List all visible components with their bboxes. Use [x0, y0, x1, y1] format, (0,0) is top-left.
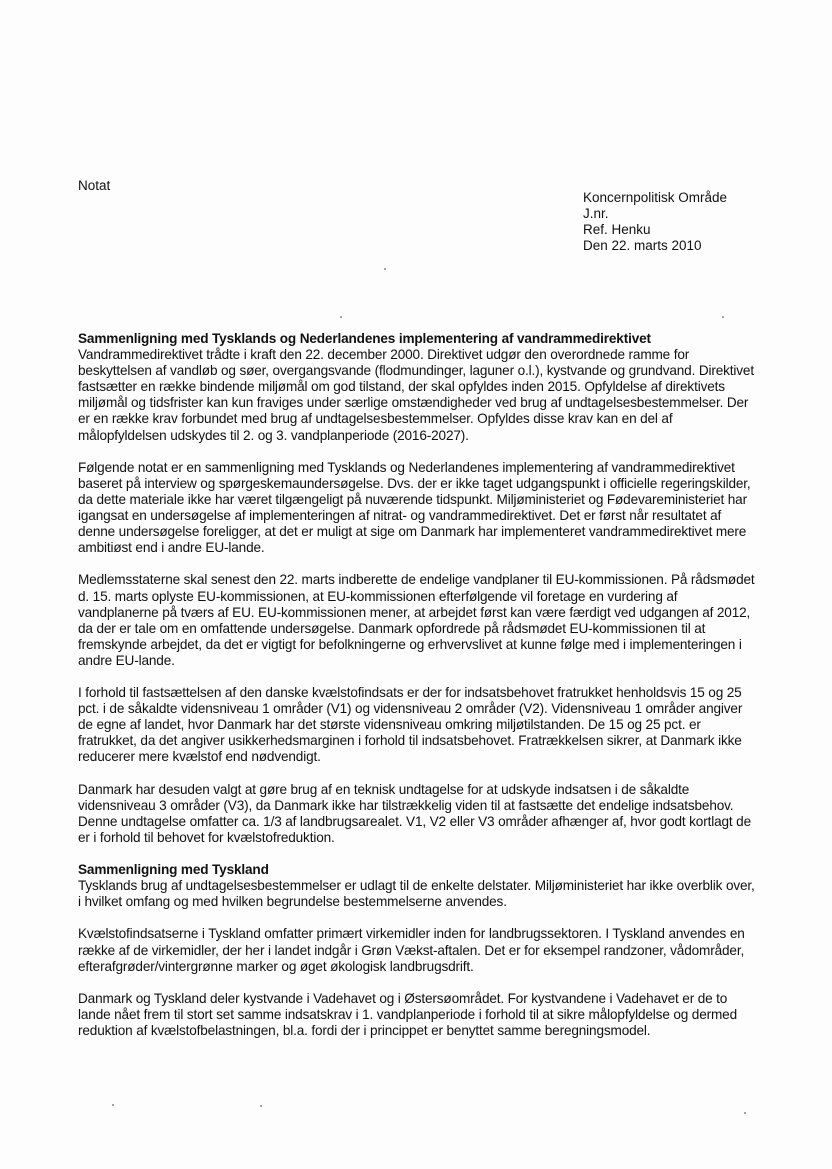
intro-paragraph: Vandrammedirektivet trådte i kraft den 22. december 2000. Direktivet udgør den overordnede ramme for beskyttelsen af vandløb og søer, overgangsvande (flodmundinger, laguner o.l.), kystvande og grundvand. Direktivet fastsætter en række bindende miljømål om god tilstand, der skal opfyldes inden 2015. Opfyldelse af direktivets miljømål og tidsfrister kan kun fraviges under særlige omstændigheder ved brug af undtagelsesbestemmelser. Der er en række krav forbundet med brug af undtagelsesbestemmelser. Opfyldes disse krav kan en del af målopfyldelsen udskydes til 2. og 3. vandplanperiode (2016-2027).	[78, 347, 754, 443]
body-paragraph: Danmark har desuden valgt at gøre brug af en teknisk undtagelse for at udskyde indsatsen i de såkaldte vidensniveau 3 områder (V3), da Danmark ikke har tilstrækkelig viden til at fastsætte det endelige indsatsbehov. Denne undtagelse omfatter ca. 1/3 af landbrugsarealet. V1, V2 eller V3 områder afhænger af, hvor godt kortlagt de er i forhold til behovet for kvælstofreduktion.	[78, 781, 751, 845]
body-paragraph: Følgende notat er en sammenligning med Tysklands og Nederlandenes implementering af vandrammedirektivet baseret på interview og spørgeskemaundersøgelse. Dvs. der er ikke taget udgangspunkt i officielle regeringskilder, da dette materiale ikke har været tilgængeligt på nuværende tidspunkt. Miljøministeriet og Fødevareministeriet har igangsat en undersøgelse af implementeringen af nitrat- og vandrammedirektivet. Det er først når resultatet af denne undersøgelse foreligger, at det er muligt at sige om Danmark har implementeret vandrammedirektivet mere ambitiøst end i andre EU-lande.	[78, 459, 751, 556]
body-paragraph: Medlemsstaterne skal senest den 22. marts indberette de endelige vandplaner til EU-kommissionen. På rådsmødet d. 15. marts oplyste EU-kommissionen, at EU-kommissionen efterfølgende vil foretage en vurdering af vandplanerne på tværs af EU. EU-kommissionen mener, at arbejdet først kan være færdigt ved udgangen af 2012, da der er tale om en omfattende undersøgelse. Danmark opfordrede på rådsmødet EU-kommissionen til at fremskynde arbejdet, da det er vigtigt for befolkningerne og erhvervslivet at kunne følge med i implementeringen i andre EU-lande.	[78, 572, 755, 668]
section-paragraph: Tysklands brug af undtagelsesbestemmelser er udlagt til de enkelte delstater. Miljøministeriet har ikke overblik over, i hvilket omfang og med hvilken begrundelse bestemmelserne anvendes.	[78, 878, 755, 910]
document-meta-block	[583, 190, 727, 254]
section-paragraph: Danmark og Tyskland deler kystvande i Vadehavet og i Østersøområdet. For kystvandene i Vadehavet er de to lande nået frem til stort set samme indsatskrav i 1. vandplanperiode i forhold til at sikre målopfyldelse og dermed reduktion af kvælstofbelastningen, bl.a. fordi der i princippet er benyttet samme beregningsmodel.	[78, 990, 737, 1039]
scan-speck	[260, 1105, 262, 1107]
scan-speck	[112, 1104, 114, 1106]
meta-journal-number: J.nr.	[583, 206, 609, 221]
body-paragraph: I forhold til fastsættelsen af den danske kvælstofindsats er der for indsatsbehovet fratrukket henholdsvis 15 og 25 pct. i de såkaldte vidensniveau 1 områder (V1) og vidensniveau 2 områder (V2). Vidensniveau 1 områder angiver de egne af landet, hvor Danmark har det største vidensniveau omkring miljøtilstanden. De 15 og 25 pct. er fratrukket, da det angiver usikkerhedsmarginen i forhold til indsatsbehovet. Fratrækkelsen sikrer, at Danmark ikke reducerer mere kvælstof end nødvendigt.	[78, 685, 743, 765]
scan-speck	[722, 316, 724, 318]
document-title: Sammenligning med Tysklands og Nederlandenes implementering af vandrammedirektivet	[78, 331, 651, 346]
meta-date: Den 22. marts 2010	[583, 238, 702, 253]
section-heading-germany: Sammenligning med Tyskland	[78, 862, 269, 878]
scan-speck	[384, 268, 386, 270]
meta-department: Koncernpolitisk Område	[583, 190, 728, 205]
document-body	[78, 331, 760, 1055]
meta-reference: Ref. Henku	[583, 222, 651, 237]
scan-speck	[744, 1112, 746, 1114]
scan-speck	[340, 316, 342, 318]
document-type-label: Notat	[78, 178, 111, 193]
section-paragraph: Kvælstofindsatserne i Tyskland omfatter primært virkemidler inden for landbrugssektoren. I Tyskland anvendes en række af de virkemidler, der her i landet indgår i Grøn Vækst-aftalen. Det er for eksempel randzoner, vådområder, efterafgrøder/vintergrønne marker og øget økologisk landbrugsdrift.	[78, 926, 745, 974]
